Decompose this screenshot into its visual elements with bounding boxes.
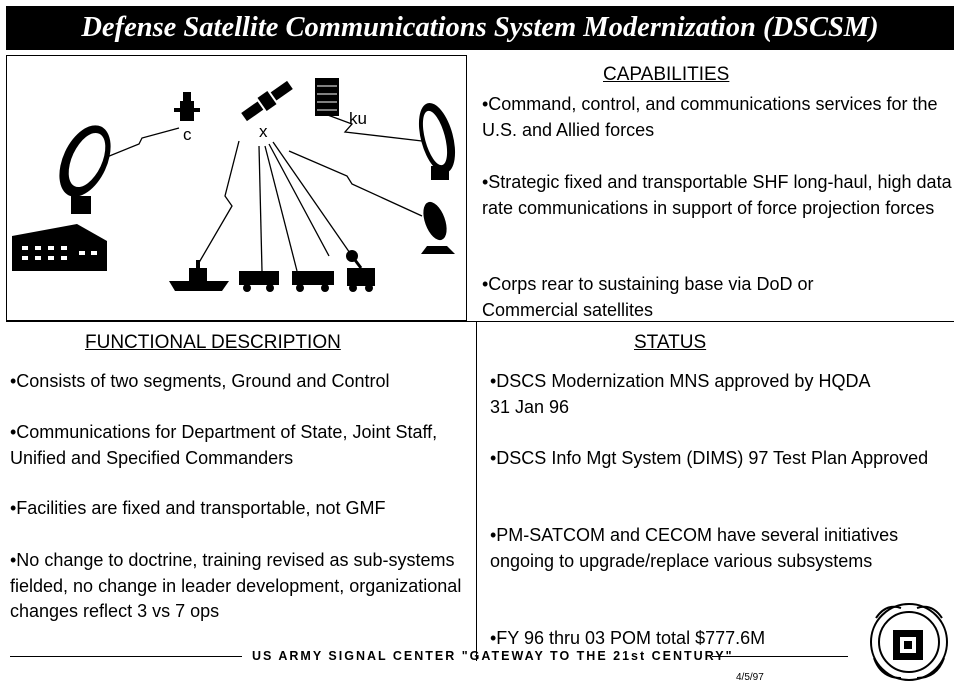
capabilities-bullet: •Corps rear to sustaining base via DoD or Commercial satellites bbox=[482, 274, 814, 320]
functional-bullet: •Consists of two segments, Ground and Control bbox=[10, 371, 390, 391]
vertical-divider bbox=[476, 321, 477, 661]
capabilities-heading: CAPABILITIES bbox=[603, 64, 730, 85]
x-band-label: x bbox=[259, 122, 268, 141]
right-dish-antenna-icon bbox=[412, 99, 462, 180]
small-dish-antenna-icon bbox=[419, 199, 455, 254]
status-bullet: •FY 96 thru 03 POM total $777.6M bbox=[490, 628, 766, 648]
link-x-to-ship bbox=[197, 141, 239, 266]
link-sat-to-right-antenna bbox=[289, 151, 422, 216]
link-x-to-crane bbox=[273, 142, 352, 256]
transportable-terminal-icon bbox=[346, 250, 375, 292]
link-x-to-truck3 bbox=[269, 144, 329, 256]
ku-band-satellite-icon bbox=[315, 78, 339, 116]
footer-rule-left bbox=[10, 656, 242, 657]
functional-bullet: •Facilities are fixed and transportable, not GMF bbox=[10, 498, 386, 518]
ship-icon bbox=[169, 260, 229, 291]
c-band-satellite-icon bbox=[174, 92, 200, 121]
capabilities-bullet: •Command, control, and communications services for the U.S. and Allied forces bbox=[482, 94, 938, 140]
truck-terminal-icon bbox=[239, 271, 279, 292]
signal-center-emblem bbox=[866, 598, 952, 686]
x-band-satellite-icon bbox=[239, 78, 294, 123]
truck-terminal-icon bbox=[292, 271, 334, 292]
link-x-to-truck1 bbox=[259, 146, 262, 271]
footer-text: US ARMY SIGNAL CENTER "GATEWAY TO THE 21st CENTURY" bbox=[252, 649, 734, 663]
status-bullet: •PM-SATCOM and CECOM have several initiatives ongoing to upgrade/replace various subsystems bbox=[490, 525, 899, 571]
satellite-network-graphic bbox=[6, 55, 467, 321]
functional-description-heading: FUNCTIONAL DESCRIPTION bbox=[85, 332, 341, 353]
status-bullet: •DSCS Info Mgt System (DIMS) 97 Test Plan Approved bbox=[490, 448, 929, 468]
ku-band-label: ku bbox=[349, 109, 367, 128]
status-heading: STATUS bbox=[634, 332, 707, 353]
left-dish-antenna-icon bbox=[49, 117, 121, 214]
capabilities-bullet: •Strategic fixed and transportable SHF long-haul, high data rate communications in support of force projection forces bbox=[482, 172, 952, 218]
status-bullet: •DSCS Modernization MNS approved by HQDA 31 Jan 96 bbox=[490, 371, 870, 417]
title-bar bbox=[6, 6, 954, 50]
horizontal-divider bbox=[6, 321, 954, 322]
c-band-label: c bbox=[183, 125, 192, 144]
network-diagram bbox=[7, 56, 468, 322]
link-x-to-truck2 bbox=[265, 146, 297, 271]
page-title: Defense Satellite Communications System Modernization (DSCSM) bbox=[81, 12, 879, 43]
link-ku-to-right-dish bbox=[325, 114, 422, 141]
ground-facility-building-icon bbox=[12, 224, 107, 271]
functional-bullet: •No change to doctrine, training revised as sub-systems fielded, no change in leader development, organizational changes reflect 3 vs 7 ops bbox=[10, 550, 462, 621]
functional-bullet: •Communications for Department of State, Joint Staff, Unified and Specified Commanders bbox=[10, 422, 438, 468]
footer-date: 4/5/97 bbox=[736, 672, 764, 683]
